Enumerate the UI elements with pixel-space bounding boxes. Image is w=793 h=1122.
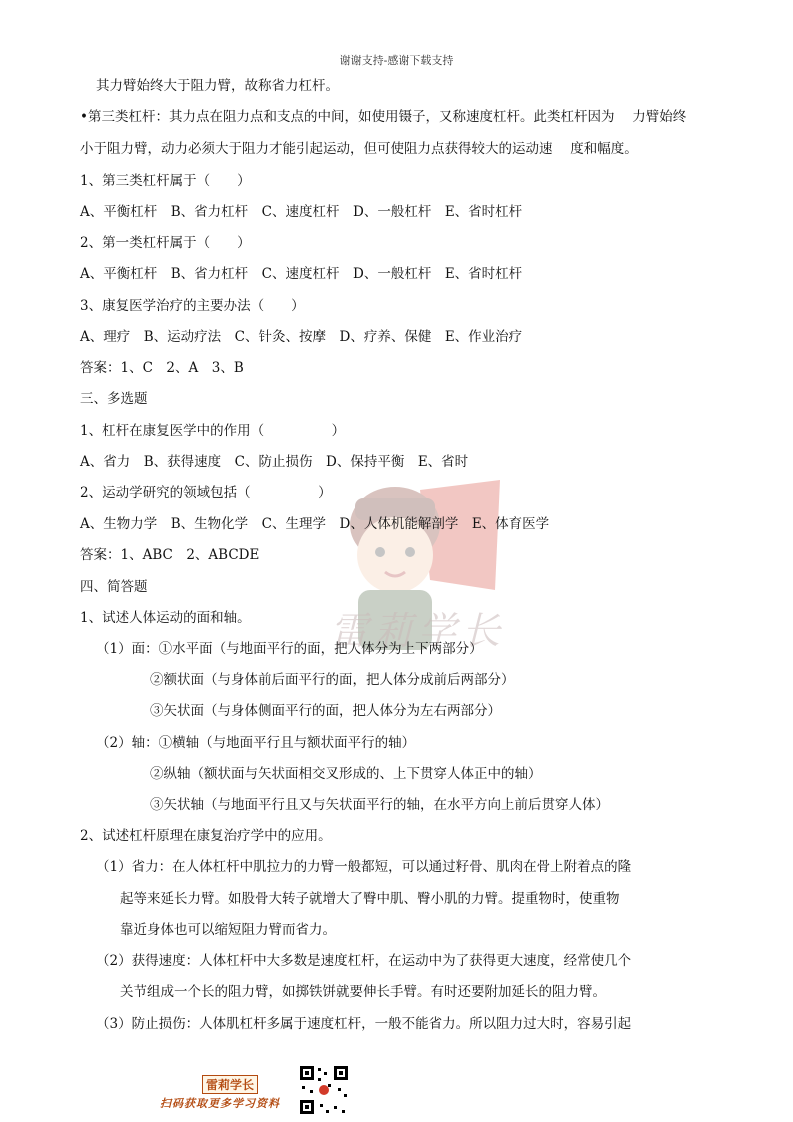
section-heading: 四、简答题 [80,579,148,595]
question-options: A、平衡杠杆 B、省力杠杆 C、速度杠杆 D、一般杠杆 E、省时杠杆 [80,266,523,282]
question-title: 3、康复医学治疗的主要办法（ ） [80,298,305,314]
question-title: 2、试述杠杆原理在康复治疗学中的应用。 [80,828,332,844]
question-title: 1、第三类杠杆属于（ ） [80,173,251,189]
answer-line: ②额状面（与身体前后面平行的面，把人体分成前后两部分） [150,672,515,688]
section-heading: 三、多选题 [80,391,148,407]
question-options: A、平衡杠杆 B、省力杠杆 C、速度杠杆 D、一般杠杆 E、省时杠杆 [80,204,523,220]
question-title: 1、试述人体运动的面和轴。 [80,610,251,626]
question-title: 2、运动学研究的领域包括（ ） [80,485,332,501]
answer-line: （3）防止损伤：人体肌杠杆多属于速度杠杆，一般不能省力。所以阻力过大时，容易引起 [96,1016,632,1032]
answer-line: 关节组成一个长的阻力臂，如掷铁饼就要伸长手臂。有时还要附加延长的阻力臂。 [120,984,606,1000]
answer-line: （2）获得速度：人体杠杆中大多数是速度杠杆，在运动中为了获得更大速度，经常使几个 [96,953,632,969]
page-header: 谢谢支持-感谢下载支持 [339,54,454,67]
question-title: 1、杠杆在康复医学中的作用（ ） [80,423,346,439]
answer-line: （2）轴：①横轴（与地面平行且与额状面平行的轴） [96,735,416,751]
answer-line: 答案：1、ABC 2、ABCDE [80,547,260,563]
answer-line: ②纵轴（额状面与矢状面相交叉形成的、上下贯穿人体正中的轴） [150,766,542,782]
answer-line: 靠近身体也可以缩短阻力臂而省力。 [120,922,336,938]
answer-line: （1）面：①水平面（与地面平行的面，把人体分为上下两部分） [96,641,483,657]
footer-slogan: 扫码获取更多学习资料 [160,1097,280,1110]
answer-line: 答案：1、C 2、A 3、B [80,360,244,376]
question-options: A、省力 B、获得速度 C、防止损伤 D、保持平衡 E、省时 [80,454,469,470]
footer-logo [160,1075,300,1115]
text-line: 小于阻力臂，动力必须大于阻力才能引起运动，但可使阻力点获得较大的运动速 度和幅度。 [80,141,638,157]
watermark-text: 雷莉学长 [330,609,507,653]
answer-line: ③矢状面（与身体侧面平行的面，把人体分为左右两部分） [150,703,501,719]
qr-code-icon[interactable] [298,1064,350,1116]
question-title: 2、第一类杠杆属于（ ） [80,235,251,251]
footer-logo-text: 雷莉学长 [202,1075,258,1094]
answer-line: 起等来延长力臂。如股骨大转子就增大了臀中肌、臀小肌的力臂。提重物时，使重物 [120,891,620,907]
question-options: A、生物力学 B、生物化学 C、生理学 D、人体机能解剖学 E、体育医学 [80,516,550,532]
text-line: •第三类杠杆：其力点在阻力点和支点的中间，如使用镊子，又称速度杠杆。此类杠杆因为 力臂始终 [80,109,687,125]
answer-line: ③矢状轴（与地面平行且又与矢状面平行的轴，在水平方向上前后贯穿人体） [150,797,609,813]
question-options: A、理疗 B、运动疗法 C、针灸、按摩 D、疗养、保健 E、作业治疗 [80,329,523,345]
answer-line: （1）省力：在人体杠杆中肌拉力的力臂一般都短，可以通过籽骨、肌肉在骨上附着点的隆 [96,859,632,875]
text-line: 其力臂始终大于阻力臂，故称省力杠杆。 [96,78,339,94]
